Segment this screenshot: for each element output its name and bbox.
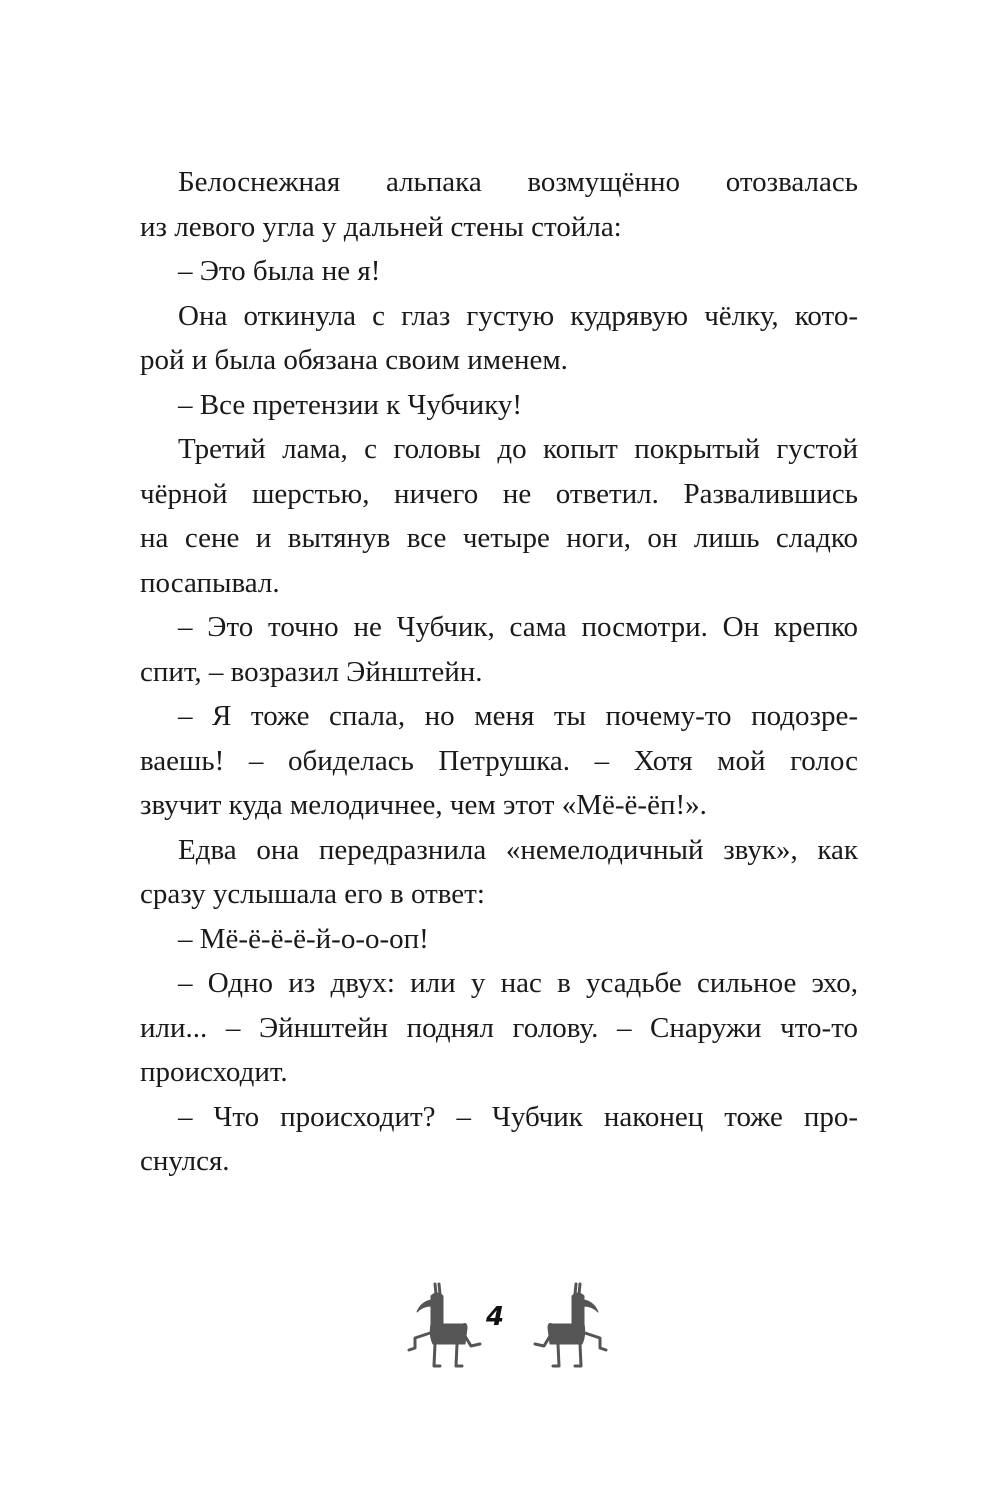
text-line: чёрной шерстью, ничего не ответил. Развалившись [140,477,858,510]
text-line: сразу услышала его в ответ: [140,878,485,910]
text-line: на сене и вытянув все четыре ноги, он лишь сладко [140,522,858,554]
text-line: – Одно из двух: или у нас в усадьбе сильное эхо, [178,967,858,999]
text-line: звучит куда мелодичнее, чем этот «Мё-ё-ёп!». [140,789,707,821]
text-line: из левого угла у дальней стены стойла: [140,210,622,243]
text-line: Едва она передразнила «немелодичный звук», как [178,833,858,866]
text-line: – Это была не я! [178,255,381,287]
text-line: Белоснежная альпака возмущённо отозвалась [178,166,858,198]
page-footer [0,1280,1000,1370]
text-line: – Все претензии к Чубчику! [178,388,523,421]
text-line: спит, – возразил Эйнштейн. [140,655,483,688]
text-line: или... – Эйнштейн поднял голову. – Снаружи что-то [140,1011,858,1044]
body-text [140,160,858,1184]
llama-left-icon [405,1280,485,1370]
text-line: – Я тоже спала, но меня ты почему-то подозре- [178,700,858,732]
text-line: посапывал. [140,566,280,599]
text-line: снулся. [140,1145,230,1177]
text-line: Третий лама, с головы до копыт покрытый густой [178,433,858,465]
llama-right-icon [530,1280,610,1370]
text-line: – Что происходит? – Чубчик наконец тоже про- [178,1100,858,1133]
text-line: происходит. [140,1056,288,1088]
text-line: Она откинула с глаз густую кудрявую чёлку, кото- [178,299,858,332]
text-line: – Это точно не Чубчик, сама посмотри. Он крепко [178,611,858,643]
page-number: 4 [486,1302,505,1332]
text-line: ваешь! – обиделась Петрушка. – Хотя мой голос [140,744,858,777]
text-line: рой и была обязана своим именем. [140,344,568,376]
text-line: – Мё-ё-ё-ё-й-о-о-оп! [178,922,429,955]
